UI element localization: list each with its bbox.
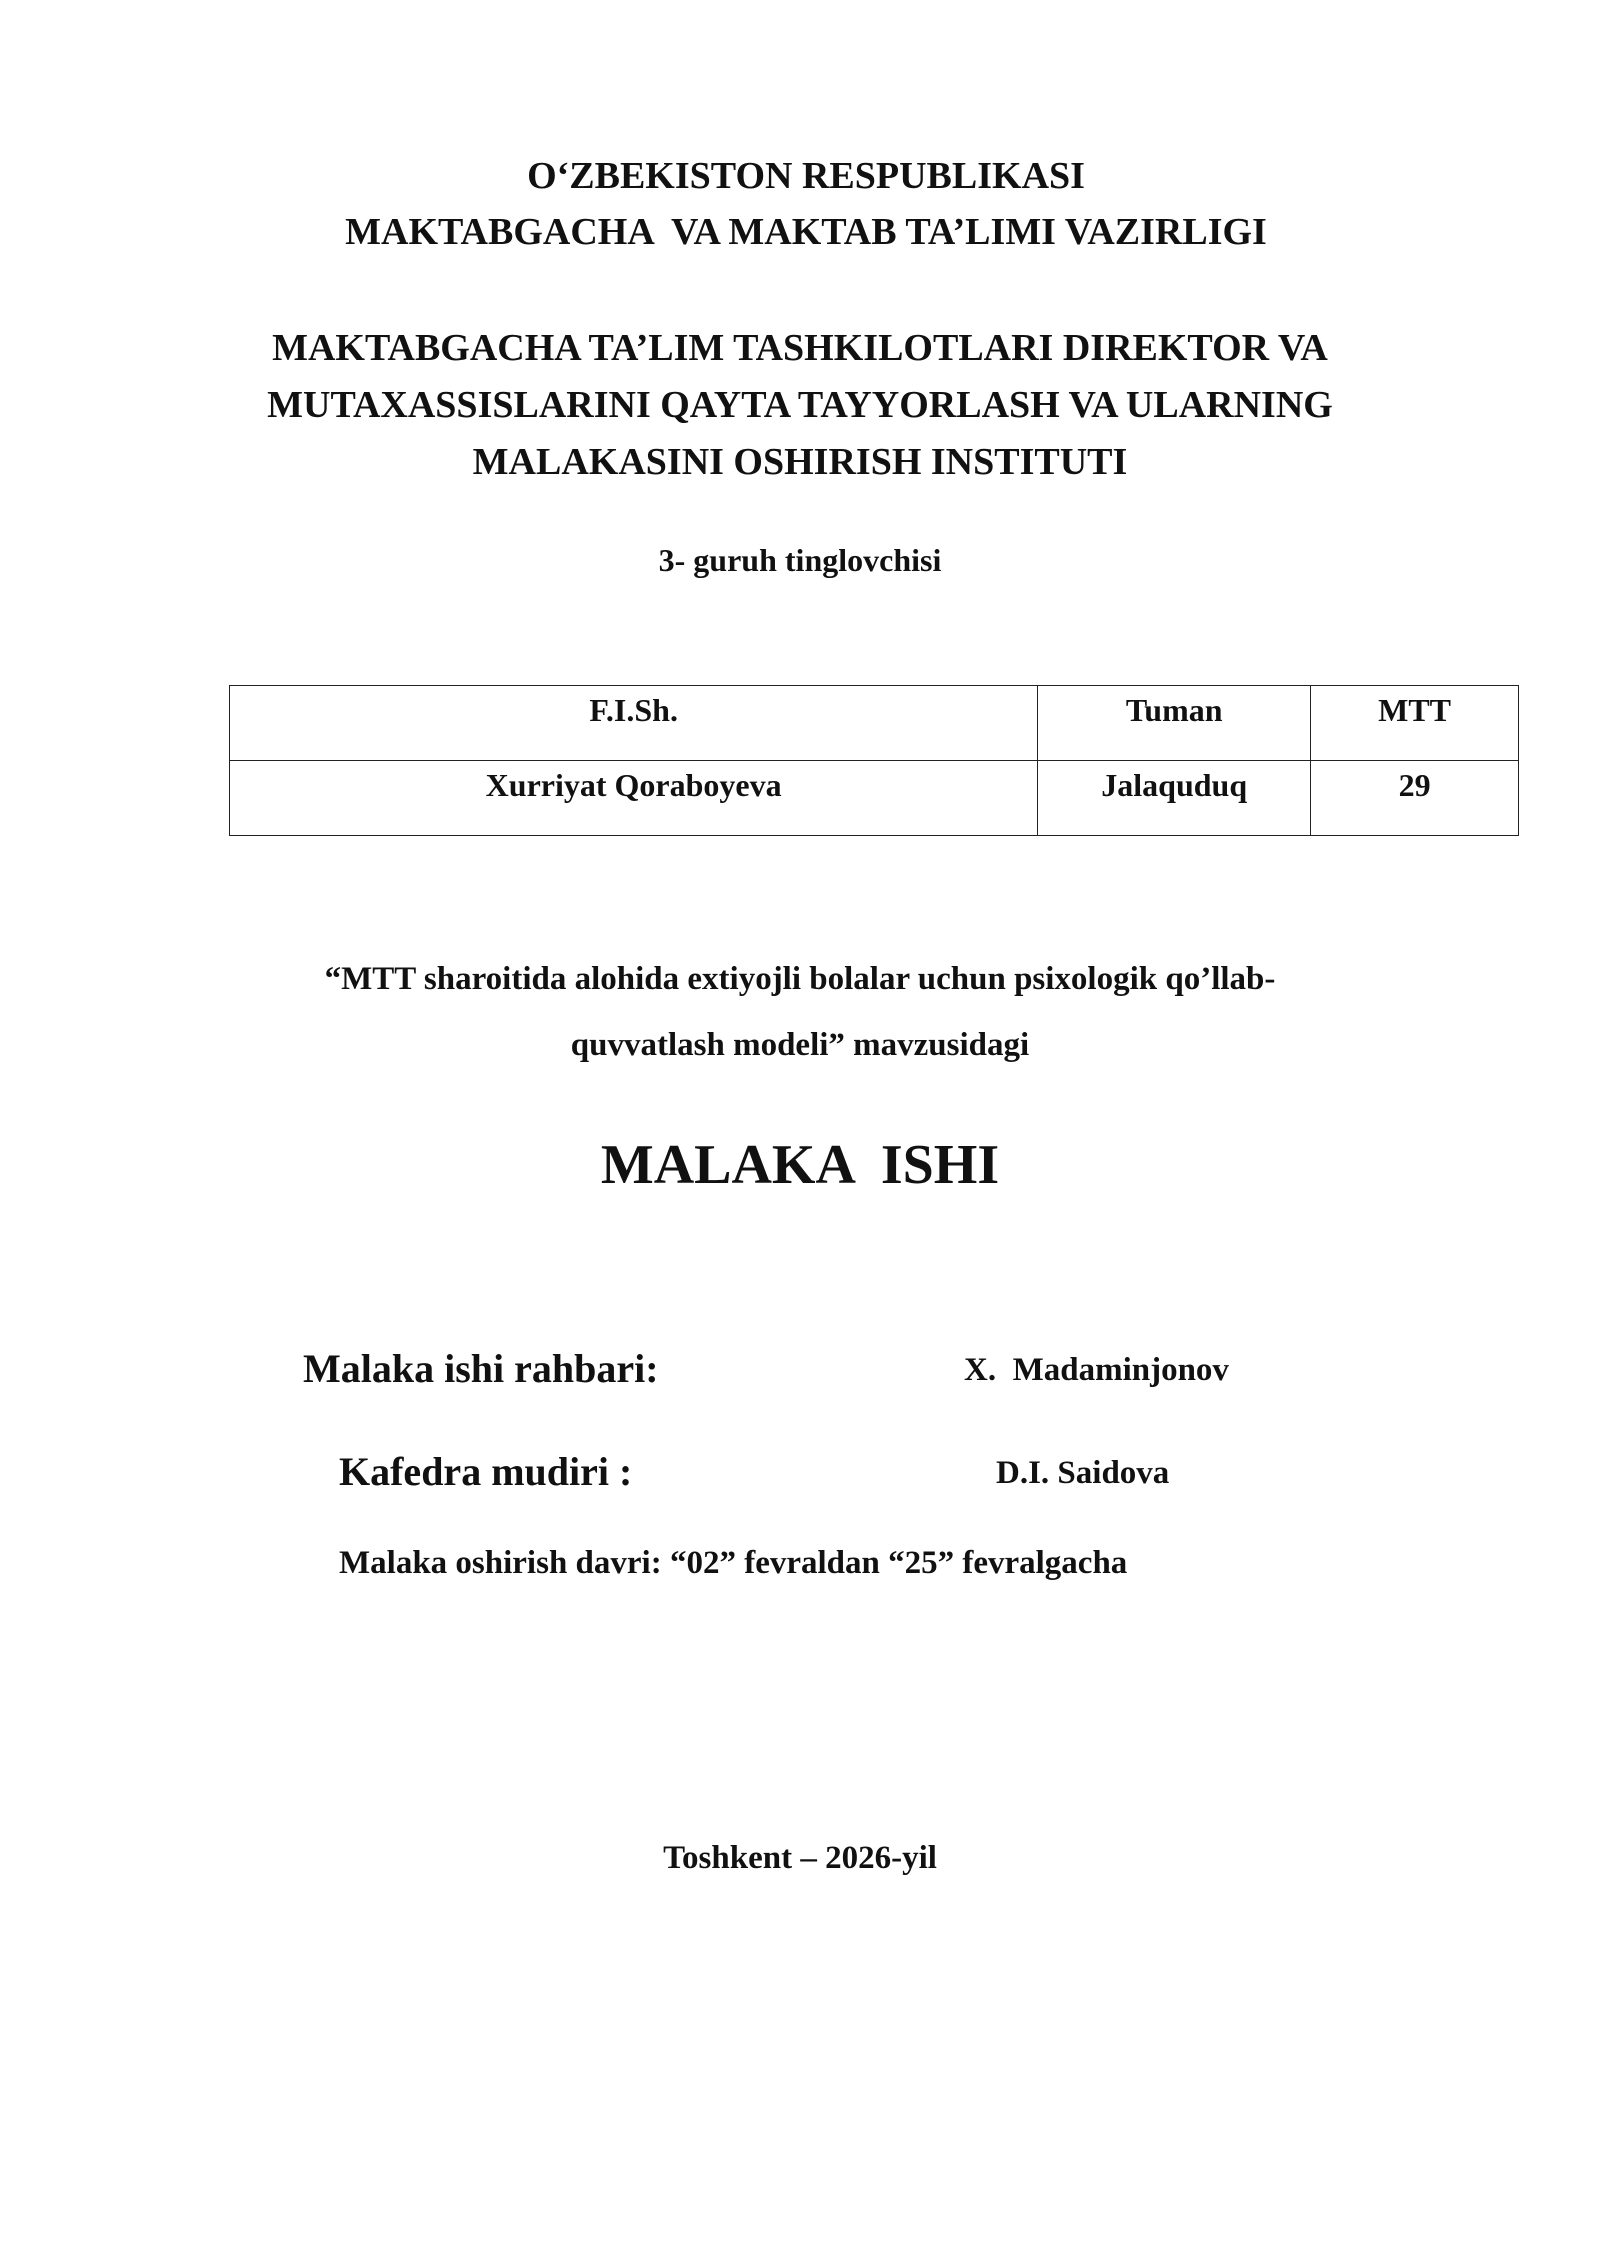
document-title: MALAKA ISHI xyxy=(600,1134,1000,1196)
department-head-label: Kafedra mudiri : xyxy=(339,1449,633,1494)
header-cell-fish: F.I.Sh. xyxy=(230,686,1038,761)
ministry-line-1: O‘ZBEKISTON RESPUBLIKASI xyxy=(527,155,1085,197)
supervisor-label: Malaka ishi rahbari: xyxy=(303,1346,659,1391)
table-row xyxy=(230,761,1519,836)
cell-mtt-number: 29 xyxy=(1311,761,1519,836)
student-info-table xyxy=(229,685,1519,836)
institute-line-1: MAKTABGACHA TA’LIM TASHKILOTLARI DIREKTOR VA xyxy=(272,327,1328,369)
place-and-year: Toshkent – 2026-yil xyxy=(663,1840,937,1876)
institute-line-2: MUTAXASSISLARINI QAYTA TAYYORLASH VA ULARNING xyxy=(267,384,1333,426)
cell-district: Jalaquduq xyxy=(1038,761,1311,836)
institute-line-3: MALAKASINI OSHIRISH INSTITUTI xyxy=(472,441,1128,483)
topic-line-1: “MTT sharoitida alohida extiyojli bolalar uchun psixologik qo’llab- xyxy=(324,961,1276,997)
training-period: Malaka oshirish davri: “02” fevraldan “25” fevralgacha xyxy=(339,1545,1128,1581)
header-cell-tuman: Tuman xyxy=(1038,686,1311,761)
group-label: 3- guruh tinglovchisi xyxy=(658,542,942,578)
table-header-row xyxy=(230,686,1519,761)
institute-heading xyxy=(0,320,1600,491)
ministry-heading xyxy=(6,148,1600,260)
topic-line-2: quvvatlash modeli” mavzusidagi xyxy=(570,1027,1030,1063)
cell-student-name: Xurriyat Qoraboyeva xyxy=(230,761,1038,836)
supervisor-name: X. Madaminjonov xyxy=(964,1352,1229,1388)
department-head-name: D.I. Saidova xyxy=(996,1455,1170,1491)
topic-text xyxy=(0,946,1600,1078)
ministry-line-2: MAKTABGACHA VA MAKTAB TA’LIMI VAZIRLIGI xyxy=(345,211,1267,253)
header-cell-mtt: MTT xyxy=(1311,686,1519,761)
